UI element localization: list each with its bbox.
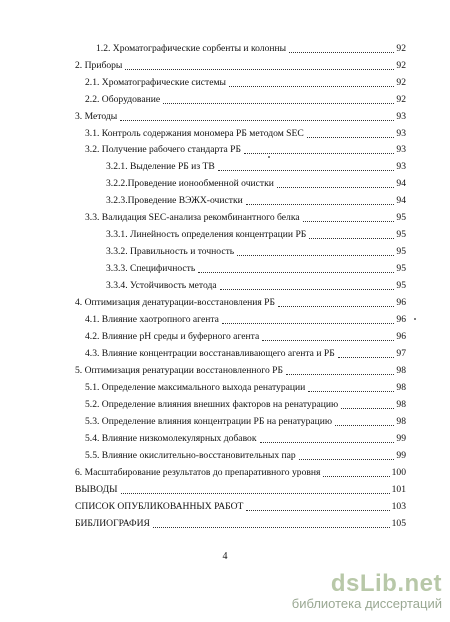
toc-entry-page: 92 — [396, 94, 406, 105]
toc-entry-title: 5.5. Влияние окислительно-восстановительных пар — [85, 450, 296, 461]
toc-entry-title: 4.3. Влияние концентрации восстанавливающего агента и РБ — [85, 348, 335, 359]
dot-leader — [309, 224, 394, 239]
toc-entry-page: 99 — [396, 433, 406, 444]
toc-entry — [106, 228, 406, 242]
dot-leader — [220, 275, 395, 290]
toc-entry-page: 95 — [396, 229, 406, 240]
toc-entry-page: 93 — [396, 161, 406, 172]
dot-leader — [286, 360, 394, 375]
toc-entry — [106, 279, 406, 293]
toc-entry-title: 3.3.4. Устойчивость метода — [106, 280, 217, 291]
watermark-name: dsLib.net — [330, 570, 442, 597]
dot-leader — [335, 411, 394, 426]
toc-entry-title: 1.2. Хроматографические сорбенты и колонны — [96, 43, 287, 54]
toc-entry — [106, 245, 406, 259]
toc-entry-title: ВЫВОДЫ — [75, 484, 118, 495]
toc-entry — [75, 364, 406, 378]
dot-leader — [121, 479, 390, 494]
toc-entry — [106, 160, 406, 174]
toc-entry-page: 99 — [396, 450, 406, 461]
dot-leader — [198, 258, 394, 273]
toc-entry-page: 95 — [396, 263, 406, 274]
dot-leader — [323, 462, 389, 477]
scan-speck — [414, 318, 416, 320]
toc-entry — [75, 483, 406, 497]
toc-entry-title: 3.3. Валидация SEC-анализа рекомбинантного белка — [85, 212, 300, 223]
dot-leader — [341, 394, 394, 409]
dot-leader — [218, 156, 395, 171]
toc-entry — [75, 500, 406, 514]
toc-entry — [106, 262, 406, 276]
toc-entry-page: 96 — [396, 331, 406, 342]
toc-entry-page: 98 — [396, 416, 406, 427]
toc-entry-title: 2. Приборы — [75, 60, 123, 71]
dot-leader — [260, 428, 395, 443]
toc-entry — [75, 466, 406, 480]
dot-leader — [125, 55, 394, 70]
dot-leader — [244, 139, 394, 154]
dot-leader — [277, 173, 395, 188]
dot-leader — [303, 207, 395, 222]
toc-entry-title: 5.2. Определение влияния внешних факторов на ренатурацию — [85, 399, 339, 410]
toc-entry-page: 95 — [396, 246, 406, 257]
toc-entry-title: 3.2.1. Выделение РБ из ТВ — [106, 161, 215, 172]
toc-entry-title: 3.2. Получение рабочего стандарта РБ — [85, 144, 242, 155]
toc-entry — [75, 296, 406, 310]
toc-entry-page: 98 — [396, 382, 406, 393]
watermark-subtitle: библиотека диссертаций — [291, 596, 442, 611]
dot-leader — [246, 190, 395, 205]
toc-entry-title: 2.1. Хроматографические системы — [85, 77, 226, 88]
page-number: 4 — [222, 551, 228, 562]
toc-entry-title: 3.1. Контроль содержания мономера РБ методом SEC — [85, 128, 304, 139]
dot-leader — [262, 326, 394, 341]
toc-entry-title: 4.2. Влияние рН среды и буферного агента — [85, 331, 260, 342]
toc-entry — [75, 110, 406, 124]
toc-entry-title: 3.2.3.Проведение ВЭЖХ-очистки — [106, 195, 243, 206]
toc-entry-page: 93 — [396, 111, 406, 122]
dot-leader — [237, 241, 394, 256]
dot-leader — [289, 38, 394, 53]
toc-entry-page: 96 — [396, 314, 406, 325]
toc-entry — [85, 449, 406, 463]
toc-entry — [85, 330, 406, 344]
toc-entry-page: 103 — [391, 501, 406, 512]
toc-entry-page: 95 — [396, 280, 406, 291]
toc-entry — [106, 194, 406, 208]
toc-entry-title: 3.3.3. Специфичность — [106, 263, 196, 274]
toc-entry-page: 98 — [396, 365, 406, 376]
toc-entry-page: 93 — [396, 128, 406, 139]
toc-entry-title: 5.4. Влияние низкомолекулярных добавок — [85, 433, 257, 444]
toc-entry-title: 3.3.2. Правильность и точность — [106, 246, 235, 257]
toc-entry — [85, 415, 406, 429]
toc-entry-page: 92 — [396, 43, 406, 54]
toc-entry-title: СПИСОК ОПУБЛИКОВАННЫХ РАБОТ — [75, 501, 244, 512]
toc-entry-title: 3. Методы — [75, 111, 118, 122]
toc-entry — [85, 381, 406, 395]
toc-entry-page: 94 — [396, 178, 406, 189]
toc-entry-title: 2.2. Оборудование — [85, 94, 161, 105]
toc-entry — [75, 517, 406, 531]
toc-entry — [85, 432, 406, 446]
toc-entry-title: 5.3. Определение влияния концентрации РБ на ренатурацию — [85, 416, 333, 427]
toc-entry-page: 93 — [396, 144, 406, 155]
toc-entry-title: 5.1. Определение максимального выхода ренатурации — [85, 382, 306, 393]
toc-entry — [75, 59, 406, 73]
toc-entry — [85, 313, 406, 327]
toc-entry-title: 4.1. Влияние хаотропного агента — [85, 314, 219, 325]
dot-leader — [308, 377, 394, 392]
dot-leader — [222, 309, 394, 324]
toc-entry-page: 105 — [391, 518, 406, 529]
toc-entry-page: 100 — [391, 467, 406, 478]
toc-entry-page: 95 — [396, 212, 406, 223]
toc-entry — [106, 177, 406, 191]
toc-entry — [85, 143, 406, 157]
scan-speck — [268, 156, 270, 158]
toc-entry-title: 3.2.2.Проведение ионообменной очистки — [106, 178, 274, 189]
dot-leader — [153, 513, 390, 528]
toc-entry-title: БИБЛИОГРАФИЯ — [75, 518, 150, 529]
toc-entry — [85, 398, 406, 412]
toc-entry — [85, 347, 406, 361]
dot-leader — [163, 89, 394, 104]
dot-leader — [229, 72, 394, 87]
dot-leader — [246, 496, 389, 511]
toc-entry-page: 96 — [396, 297, 406, 308]
toc-entry-title: 4. Оптимизация денатурации-восстановления РБ — [75, 297, 276, 308]
dot-leader — [299, 445, 395, 460]
toc-entry-page: 92 — [396, 77, 406, 88]
dot-leader — [338, 343, 395, 358]
toc-entry — [85, 211, 406, 225]
toc-entry — [85, 93, 406, 107]
toc-entry-page: 92 — [396, 60, 406, 71]
toc-entry — [85, 76, 406, 90]
toc-entry-page: 101 — [391, 484, 406, 495]
dot-leader — [307, 123, 395, 138]
toc-entry-title: 3.3.1. Линейность определения концентрации РБ — [106, 229, 307, 240]
watermark-logo — [292, 572, 442, 612]
toc-entry-title: 5. Оптимизация ренатурации восстановленного РБ — [75, 365, 283, 376]
toc-entry-page: 94 — [396, 195, 406, 206]
dot-leader — [278, 292, 394, 307]
dot-leader — [120, 106, 394, 121]
toc-entry-page: 98 — [396, 399, 406, 410]
toc-entry-page: 97 — [396, 348, 406, 359]
toc-entry-title: 6. Масштабирование результатов до препаративного уровня — [75, 467, 321, 478]
toc-entry — [96, 42, 406, 56]
